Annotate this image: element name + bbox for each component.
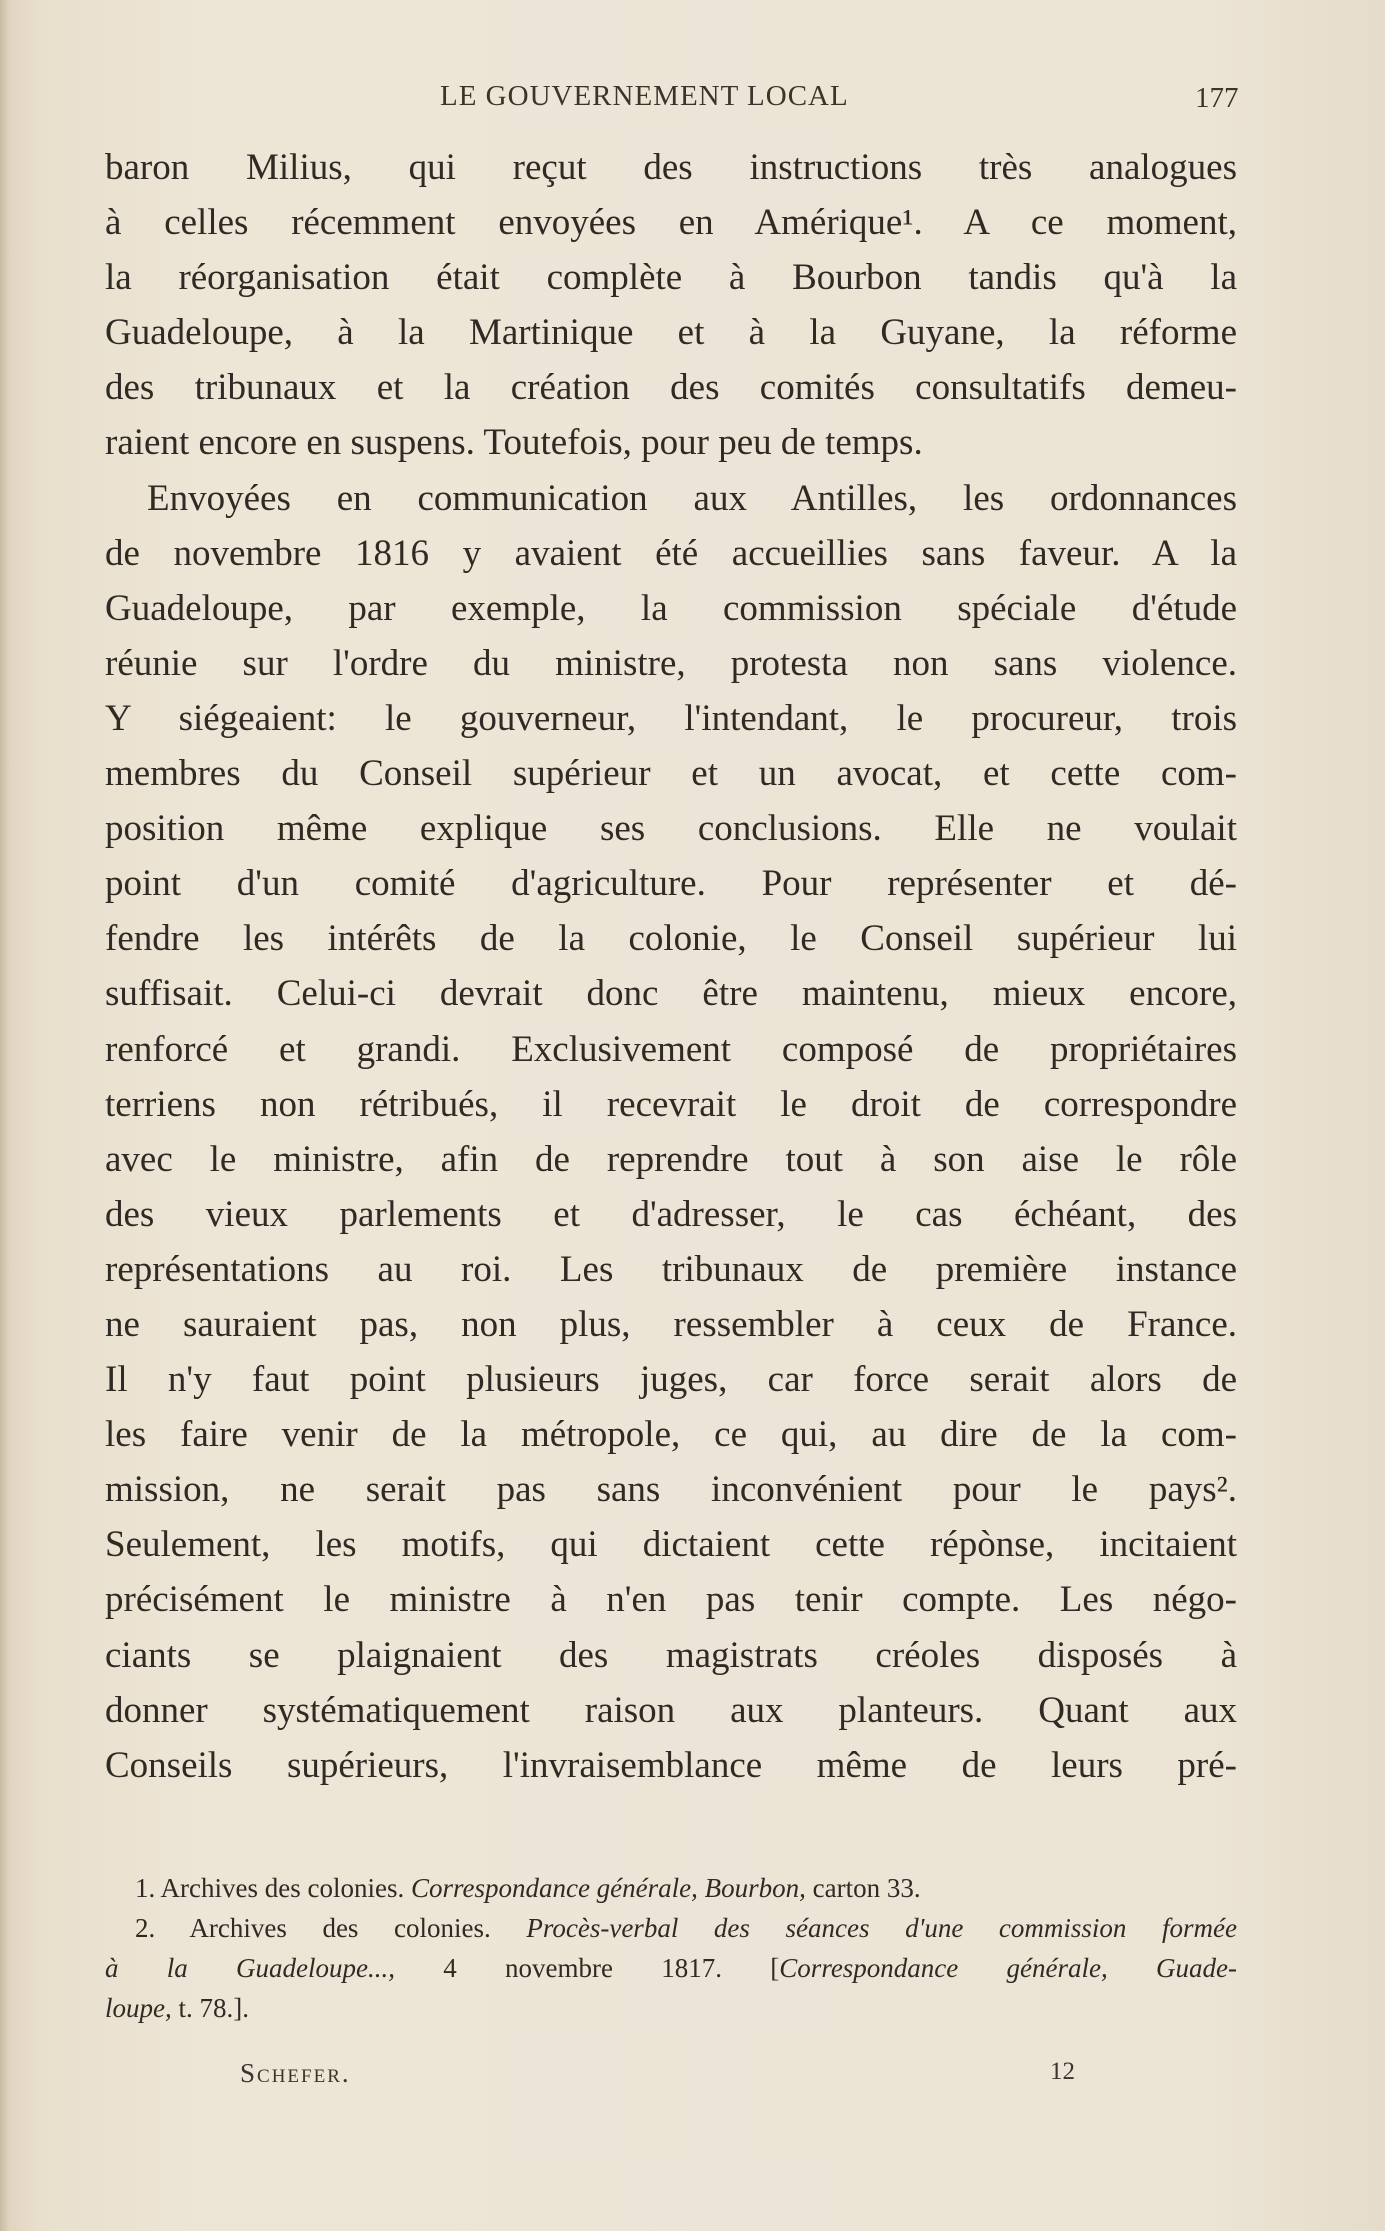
- body-line: renforcé et grandi. Exclusivement composé de propriétaires: [105, 1028, 1237, 1070]
- body-line: membres du Conseil supérieur et un avocat, et cette com-: [105, 753, 1237, 795]
- body-line: point d'un comité d'agriculture. Pour représenter et dé-: [105, 863, 1237, 905]
- sheet-number: 12: [1050, 2058, 1075, 2085]
- body-line: Conseils supérieurs, l'invraisemblance même de leurs pré-: [105, 1744, 1237, 1786]
- body-line: baron Milius, qui reçut des instructions très analogues: [105, 147, 1237, 188]
- body-line: Guadeloupe, par exemple, la commission spéciale d'étude: [105, 587, 1237, 629]
- body-line: ne sauraient pas, non plus, ressembler à ceux de France.: [105, 1303, 1237, 1345]
- footnote-citation: Procès-verbal des séances d'une commission formée: [526, 1913, 1238, 1943]
- footnote-2: [105, 1908, 1237, 1948]
- footnote-citation: loupe,: [105, 1993, 172, 2023]
- body-line: à celles récemment envoyées en Amérique¹. A ce moment,: [105, 202, 1237, 244]
- footnote-1: [105, 1868, 1237, 1908]
- page-gutter-shadow: [0, 0, 10, 2231]
- running-head: [0, 80, 1385, 120]
- running-title: LE GOUVERNEMENT LOCAL: [440, 80, 849, 112]
- footnote-2-line-3: [105, 1988, 1237, 2028]
- footnote-citation: Correspondance générale, Guade-: [779, 1953, 1237, 1983]
- footnote-text: 4 novembre 1817. [: [395, 1953, 780, 1983]
- footnote-citation: à la Guadeloupe...,: [105, 1953, 396, 1983]
- footnote-number: 1.: [135, 1873, 156, 1903]
- body-line: fendre les intérêts de la colonie, le Conseil supérieur lui: [105, 918, 1237, 960]
- body-line: Seulement, les motifs, qui dictaient cette répònse, incitaient: [105, 1524, 1237, 1566]
- body-line: Envoyées en communication aux Antilles, les ordonnances: [147, 477, 1237, 519]
- body-line: Y siégeaient: le gouverneur, l'intendant, le procureur, trois: [105, 697, 1237, 739]
- body-line: des tribunaux et la création des comités consultatifs demeu-: [105, 367, 1237, 409]
- body-line: Guadeloupe, à la Martinique et à la Guyane, la réforme: [105, 312, 1237, 354]
- body-line: mission, ne serait pas sans inconvénient pour le pays².: [105, 1469, 1237, 1511]
- body-line: représentations au roi. Les tribunaux de première instance: [105, 1248, 1237, 1290]
- footnote-2-line-2: [105, 1948, 1237, 1988]
- body-line: de novembre 1816 y avaient été accueillies sans faveur. A la: [105, 532, 1237, 574]
- footnote-number: 2.: [135, 1913, 156, 1943]
- body-line: ciants se plaignaient des magistrats créoles disposés à: [105, 1634, 1237, 1676]
- footnote-text: t. 78.].: [171, 1993, 249, 2023]
- body-line: donner systématiquement raison aux planteurs. Quant aux: [105, 1689, 1237, 1731]
- body-line: avec le ministre, afin de reprendre tout à son aise le rôle: [105, 1138, 1237, 1180]
- body-line: raient encore en suspens. Toutefois, pour peu de temps.: [105, 422, 923, 464]
- body-line: réunie sur l'ordre du ministre, protesta non sans violence.: [105, 642, 1237, 684]
- printer-signature: Schefer.: [240, 2058, 351, 2088]
- footnote-citation: Correspondance générale, Bourbon,: [410, 1873, 806, 1903]
- footnote-text: Archives des colonies.: [189, 1913, 527, 1943]
- body-text: [105, 140, 1237, 1793]
- footnote-text: carton 33.: [805, 1873, 921, 1903]
- body-line: suffisait. Celui-ci devrait donc être maintenu, mieux encore,: [105, 973, 1237, 1015]
- body-line: précisément le ministre à n'en pas tenir compte. Les négo-: [105, 1579, 1237, 1621]
- body-line: des vieux parlements et d'adresser, le cas échéant, des: [105, 1193, 1237, 1235]
- body-line: terriens non rétribués, il recevrait le droit de correspondre: [105, 1083, 1237, 1125]
- body-line: Il n'y faut point plusieurs juges, car force serait alors de: [105, 1359, 1237, 1401]
- footnote-text: Archives des colonies.: [160, 1873, 411, 1903]
- page-number: 177: [1195, 82, 1239, 114]
- body-line: position même explique ses conclusions. Elle ne voulait: [105, 808, 1237, 850]
- body-line: les faire venir de la métropole, ce qui, au dire de la com-: [105, 1414, 1237, 1456]
- body-line: la réorganisation était complète à Bourbon tandis qu'à la: [105, 257, 1237, 299]
- footnotes: [105, 1868, 1237, 2028]
